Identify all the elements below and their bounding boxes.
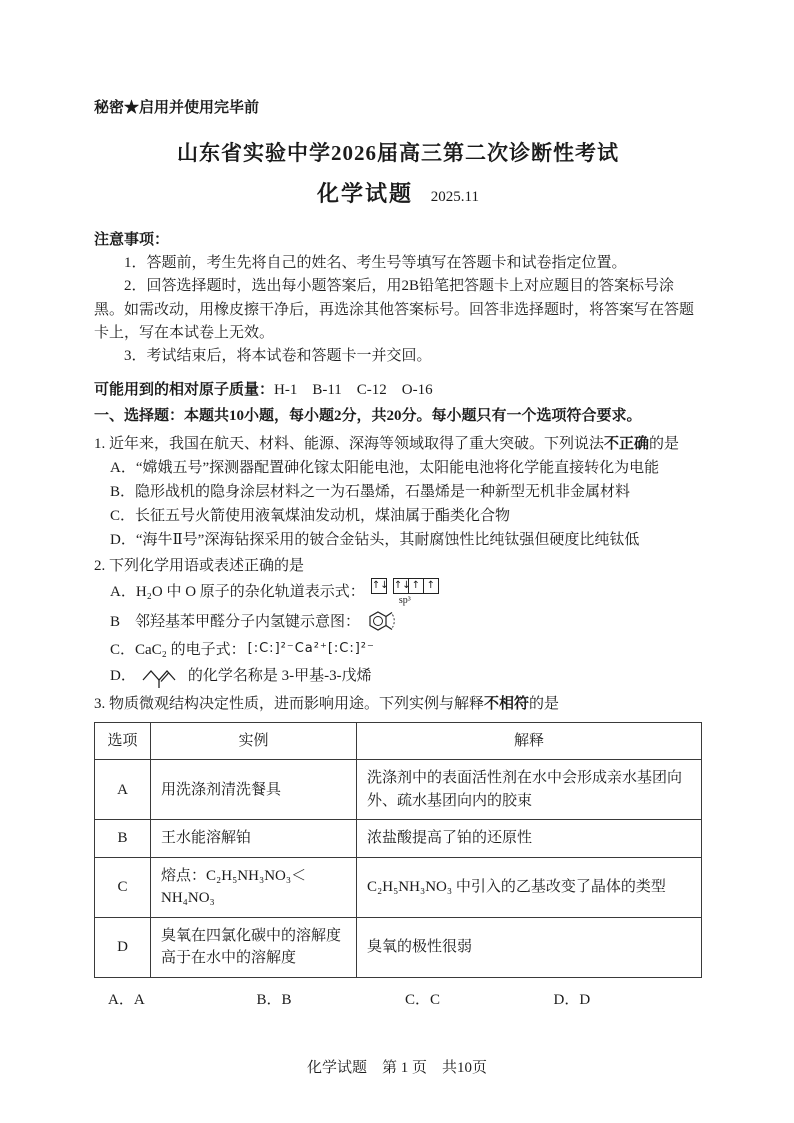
page-footer: 化学试题 第 1 页 共10页 xyxy=(306,1060,487,1076)
atomic-masses-values: H-1 B-11 C-12 O-16 xyxy=(274,382,433,399)
benzene-hydrogen-bond-structure-icon xyxy=(365,606,397,638)
q3-header-example: 实例 xyxy=(151,722,357,760)
q2-option-a xyxy=(94,578,702,606)
table-row xyxy=(95,760,702,820)
q2-option-d-post: 的化学名称是 3-甲基-3-戊烯 xyxy=(187,667,372,684)
q1-option-d: D．“海牛Ⅱ号”深海钻探采用的铍合金钻头，其耐腐蚀性比纯钛强但硬度比纯钛低 xyxy=(110,531,640,548)
q2-option-d-pre: D． xyxy=(110,667,136,684)
answer-a: A．A xyxy=(108,991,145,1008)
answer-c: C．C xyxy=(405,991,441,1008)
q3-row-b-example: 王水能溶解铂 xyxy=(151,820,357,858)
answer-b: B．B xyxy=(256,991,292,1008)
q3-row-d-explanation: 臭氧的极性很弱 xyxy=(357,917,702,977)
q1-stem-emphasis: 不正确 xyxy=(604,435,650,452)
q2-option-b xyxy=(94,606,702,638)
security-classification: 秘密★启用并使用完毕前 xyxy=(94,100,260,116)
q3-row-d-option: D xyxy=(95,917,151,977)
atomic-masses-label: 可能用到的相对原子质量： xyxy=(94,382,275,399)
q3-row-c-example: 熔点：C₂H₅NH₃NO₃＜NH₄NO₃ xyxy=(151,857,357,917)
q3-row-a-option: A xyxy=(95,760,151,820)
notice-item-2: 2．回答选择题时，选出每小题答案后，用2B铅笔把答题卡上对应题目的答案标号涂黑。如需改动，用橡皮擦干净后，再选涂其他答案标号。回答非选择题时，将答案写在答题卡上，写在本试卷上无效。 xyxy=(94,278,695,341)
q2-option-c-text: C．CaC₂ 的电子式： xyxy=(110,641,246,658)
q3-header-option: 选项 xyxy=(95,722,151,760)
orbital-box: ↑↓ xyxy=(371,578,387,594)
q1-option-a: A．“嫦娥五号”探测器配置砷化镓太阳能电池，太阳能电池将化学能直接转化为电能 xyxy=(110,459,660,476)
notice-item-3: 3．考试结束后，将本试卷和答题卡一并交回。 xyxy=(124,348,432,364)
q2-option-a-text: A．H₂O 中 O 原子的杂化轨道表示式： xyxy=(110,583,365,600)
q1-option-b: B．隐形战机的隐身涂层材料之一为石墨烯，石墨烯是一种新型无机非金属材料 xyxy=(110,483,631,500)
answer-d: D．D xyxy=(553,991,591,1008)
q3-table-header-row xyxy=(95,722,702,760)
q3-row-a-explanation: 洗涤剂中的表面活性剂在水中会形成亲水基团向外、疏水基团向内的胶束 xyxy=(357,760,702,820)
q3-row-c-explanation: C₂H₅NH₃NO₃ 中引入的乙基改变了晶体的类型 xyxy=(357,857,702,917)
notice-heading: 注意事项： xyxy=(94,232,170,248)
question-3-stem xyxy=(94,692,702,716)
table-row xyxy=(95,857,702,917)
orbital-box: ↑↓ xyxy=(393,578,409,594)
q3-header-explanation: 解释 xyxy=(357,722,702,760)
q2-option-d xyxy=(94,662,702,690)
atomic-masses-line xyxy=(94,378,702,399)
question-2-stem: 2. 下列化学用语或表述正确的是 xyxy=(94,557,305,574)
q3-stem-post: 的是 xyxy=(529,695,560,712)
q1-option-c: C．长征五号火箭使用液氧煤油发动机，煤油属于酯类化合物 xyxy=(110,507,511,524)
q3-answer-choices xyxy=(94,988,702,1009)
alkene-skeletal-structure-icon xyxy=(141,662,183,690)
subject-line xyxy=(94,177,702,208)
orbital-box: ↑ xyxy=(408,578,424,594)
section1-heading: 一、选择题：本题共10小题，每小题2分，共20分。每小题只有一个选项符合要求。 xyxy=(94,408,642,425)
q3-row-d-example: 臭氧在四氯化碳中的溶解度高于在水中的溶解度 xyxy=(151,917,357,977)
q2-option-b-text: B 邻羟基苯甲醛分子内氢键示意图： xyxy=(110,613,361,630)
orbital-box: ↑ xyxy=(423,578,439,594)
q3-row-c-option: C xyxy=(95,857,151,917)
q1-stem-pre: 1. 近年来，我国在航天、材料、能源、深海等领域取得了重大突破。下列说法 xyxy=(94,435,605,452)
table-row xyxy=(95,917,702,977)
q3-stem-emphasis: 不相符 xyxy=(484,695,530,712)
q2-electron-formula: [:C:]²⁻Ca²⁺[:C:]²⁻ xyxy=(247,641,375,657)
orbital-label: sp³ xyxy=(398,594,411,606)
table-row xyxy=(95,820,702,858)
q3-table xyxy=(94,722,702,978)
question-1-stem xyxy=(94,432,702,456)
q3-stem-pre: 3. 物质微观结构决定性质，进而影响用途。下列实例与解释 xyxy=(94,695,485,712)
orbital-boxes xyxy=(371,578,439,594)
q3-row-b-explanation: 浓盐酸提高了铂的还原性 xyxy=(357,820,702,858)
q1-stem-post: 的是 xyxy=(649,435,680,452)
notice-item-1: 1．答题前，考生先将自己的姓名、考生号等填写在答题卡和试卷指定位置。 xyxy=(124,255,627,271)
q3-row-b-option: B xyxy=(95,820,151,858)
q2-option-c xyxy=(94,638,702,662)
q3-row-a-example: 用洗涤剂清洗餐具 xyxy=(151,760,357,820)
exam-title: 山东省实验中学2026届高三第二次诊断性考试 xyxy=(177,141,619,165)
orbital-diagram xyxy=(371,578,439,606)
exam-date: 2025.11 xyxy=(430,189,479,205)
subject-title: 化学试题 xyxy=(317,181,414,206)
